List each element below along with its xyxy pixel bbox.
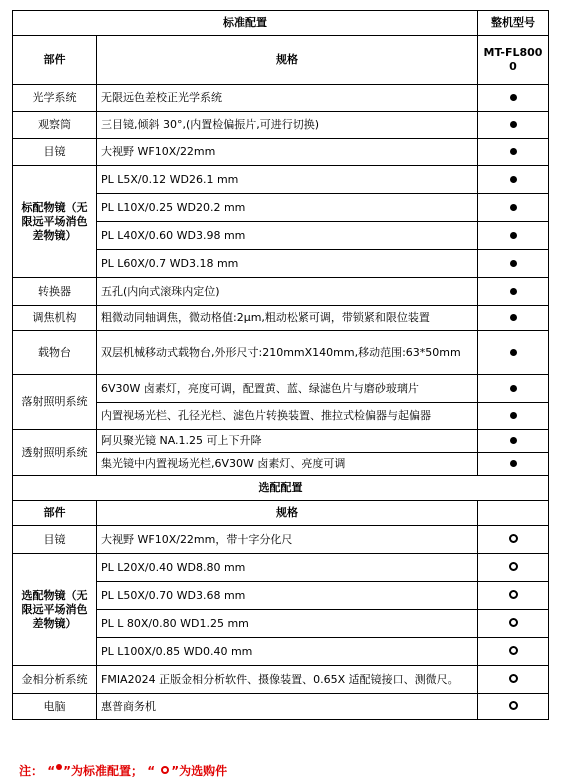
opt-title-row [13, 476, 549, 501]
part-cell: 选配物镜（无限远平场消色差物镜） [13, 554, 97, 666]
table-row [13, 278, 549, 306]
mark-cell [478, 331, 549, 375]
table-row [13, 166, 549, 194]
mark-cell [478, 166, 549, 194]
empty-cell [478, 501, 549, 526]
part-cell: 调焦机构 [13, 306, 97, 331]
spec-header: 规格 [97, 36, 478, 85]
note-standard-text: 为标准配置； [70, 764, 143, 778]
red-ring-icon [161, 766, 169, 774]
filled-dot-icon [510, 460, 517, 467]
part-cell: 标配物镜（无限远平场消色差物镜） [13, 166, 97, 278]
ring-icon [509, 674, 518, 683]
note-optional-text: 为选购件 [179, 764, 228, 778]
part-cell: 电脑 [13, 694, 97, 720]
part-cell: 光学系统 [13, 85, 97, 112]
mark-cell [478, 554, 549, 582]
filled-dot-icon [510, 349, 517, 356]
part-header: 部件 [13, 501, 97, 526]
table-row [13, 554, 549, 582]
quote-open: “ [47, 764, 56, 778]
mark-cell [478, 638, 549, 666]
mark-cell [478, 582, 549, 610]
part-header: 部件 [13, 36, 97, 85]
model-title: 整机型号 [478, 11, 549, 36]
quote-open: “ [147, 764, 160, 778]
filled-dot-icon [510, 204, 517, 211]
part-cell: 载物台 [13, 331, 97, 375]
mark-cell [478, 306, 549, 331]
table-row [13, 139, 549, 166]
mark-cell [478, 375, 549, 403]
part-cell: 落射照明系统 [13, 375, 97, 430]
spec-cell: 双层机械移动式载物台,外形尺寸:210mmX140mm,移动范围:63*50mm [97, 331, 478, 375]
spec-cell: PL L100X/0.85 WD0.40 mm [97, 638, 478, 666]
filled-dot-icon [510, 232, 517, 239]
table-row [13, 112, 549, 139]
model-value: MT-FL8000 [478, 36, 549, 85]
filled-dot-icon [510, 412, 517, 419]
mark-cell [478, 139, 549, 166]
table-row [13, 666, 549, 694]
part-cell: 透射照明系统 [13, 430, 97, 476]
filled-dot-icon [510, 314, 517, 321]
part-cell: 金相分析系统 [13, 666, 97, 694]
spec-cell: FMIA2024 正版金相分析软件、摄像装置、0.65X 适配镜接口、测微尺。 [97, 666, 478, 694]
mark-cell [478, 194, 549, 222]
quote-close: ” [63, 764, 71, 778]
ring-icon [509, 534, 518, 543]
table-row [13, 85, 549, 112]
spec-cell: 6V30W 卤素灯，亮度可调，配置黄、蓝、绿滤色片与磨砂玻璃片 [97, 375, 478, 403]
spec-cell: 大视野 WF10X/22mm [97, 139, 478, 166]
ring-icon [509, 701, 518, 710]
table-row [13, 526, 549, 554]
spec-cell: PL L50X/0.70 WD3.68 mm [97, 582, 478, 610]
part-cell: 目镜 [13, 139, 97, 166]
table-row [13, 694, 549, 720]
part-cell: 转换器 [13, 278, 97, 306]
mark-cell [478, 85, 549, 112]
note-prefix: 注： [19, 764, 44, 778]
spec-cell: PL L20X/0.40 WD8.80 mm [97, 554, 478, 582]
filled-dot-icon [510, 437, 517, 444]
ring-icon [509, 646, 518, 655]
mark-cell [478, 403, 549, 430]
spec-cell: 五孔(内向式滚珠内定位) [97, 278, 478, 306]
spec-cell: PL L5X/0.12 WD26.1 mm [97, 166, 478, 194]
table-row [13, 375, 549, 403]
spec-cell: 三目镜,倾斜 30°,(内置检偏振片,可进行切换) [97, 112, 478, 139]
part-cell: 观察筒 [13, 112, 97, 139]
filled-dot-icon [510, 94, 517, 101]
ring-icon [509, 618, 518, 627]
mark-cell [478, 610, 549, 638]
table-row [13, 306, 549, 331]
ring-icon [509, 590, 518, 599]
quote-close: ” [171, 764, 180, 778]
filled-dot-icon [510, 385, 517, 392]
spec-cell: 惠普商务机 [97, 694, 478, 720]
column-header-row [13, 36, 549, 85]
spec-cell: 内置视场光栏、孔径光栏、滤色片转换装置、推拉式检偏器与起偏器 [97, 403, 478, 430]
spec-cell: 阿贝聚光镜 NA.1.25 可上下升降 [97, 430, 478, 453]
opt-column-header-row [13, 501, 549, 526]
filled-dot-icon [510, 260, 517, 267]
spec-cell: PL L60X/0.7 WD3.18 mm [97, 250, 478, 278]
spec-header: 规格 [97, 501, 478, 526]
red-dot-icon [56, 764, 62, 770]
table-row [13, 331, 549, 375]
spec-cell: 集光镜中内置视场光栏,6V30W 卤素灯、亮度可调 [97, 453, 478, 476]
opt-config-title: 选配配置 [13, 476, 549, 501]
spec-cell: PL L10X/0.25 WD20.2 mm [97, 194, 478, 222]
part-cell: 目镜 [13, 526, 97, 554]
mark-cell [478, 112, 549, 139]
spec-cell: 粗微动同轴调焦，微动格值:2μm,粗动松紧可调，带锁紧和限位装置 [97, 306, 478, 331]
spec-cell: PL L 80X/0.80 WD1.25 mm [97, 610, 478, 638]
mark-cell [478, 222, 549, 250]
ring-icon [509, 562, 518, 571]
spec-table [12, 10, 549, 720]
mark-cell [478, 453, 549, 476]
mark-cell [478, 430, 549, 453]
mark-cell [478, 526, 549, 554]
filled-dot-icon [510, 121, 517, 128]
filled-dot-icon [510, 288, 517, 295]
mark-cell [478, 666, 549, 694]
table-row [13, 430, 549, 453]
filled-dot-icon [510, 148, 517, 155]
header-row [13, 11, 549, 36]
mark-cell [478, 694, 549, 720]
spec-cell: 无限远色差校正光学系统 [97, 85, 478, 112]
mark-cell [478, 250, 549, 278]
legend-note [19, 762, 227, 779]
std-config-title: 标准配置 [13, 11, 478, 36]
filled-dot-icon [510, 176, 517, 183]
mark-cell [478, 278, 549, 306]
spec-cell: 大视野 WF10X/22mm，带十字分化尺 [97, 526, 478, 554]
spec-cell: PL L40X/0.60 WD3.98 mm [97, 222, 478, 250]
